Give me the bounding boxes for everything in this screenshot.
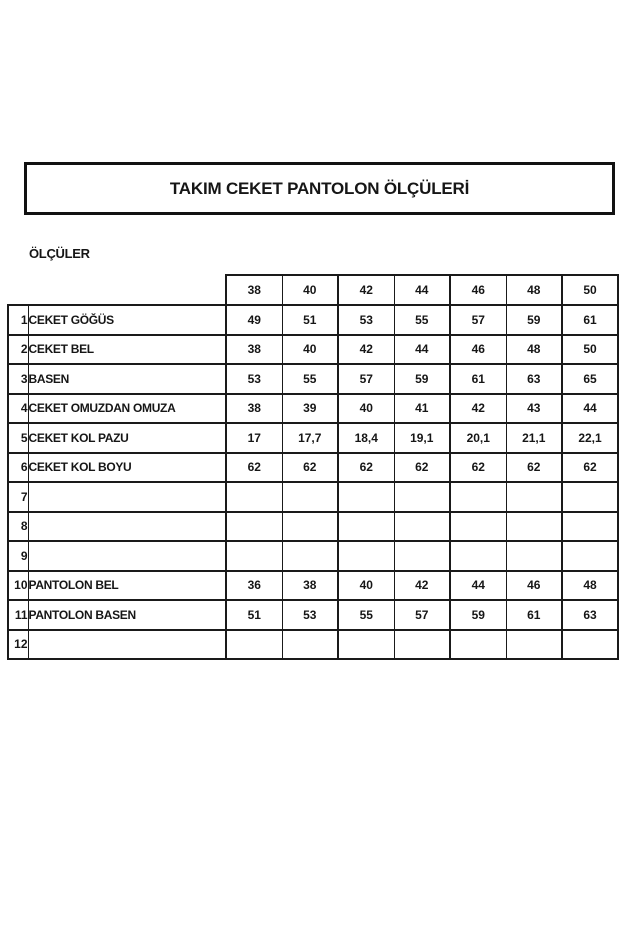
value-cell: 62 (506, 453, 562, 483)
value-cell: 62 (562, 453, 618, 483)
table-row (8, 453, 618, 483)
row-number-cell: 10 (8, 571, 28, 601)
value-cell: 55 (394, 305, 450, 335)
value-cell (506, 482, 562, 512)
value-cell: 61 (506, 600, 562, 630)
table-row (8, 541, 618, 571)
value-cell (338, 512, 394, 542)
row-number-cell: 4 (8, 394, 28, 424)
value-cell: 65 (562, 364, 618, 394)
value-cell: 62 (394, 453, 450, 483)
size-table-body (8, 305, 618, 659)
value-cell (394, 512, 450, 542)
value-cell (394, 482, 450, 512)
value-cell: 57 (450, 305, 506, 335)
value-cell: 59 (506, 305, 562, 335)
value-cell: 42 (338, 335, 394, 365)
row-number-cell: 1 (8, 305, 28, 335)
value-cell: 59 (450, 600, 506, 630)
value-cell: 42 (394, 571, 450, 601)
size-table (7, 274, 619, 660)
row-label-cell (28, 630, 226, 660)
row-label-cell: CEKET GÖĞÜS (28, 305, 226, 335)
value-cell (282, 512, 338, 542)
table-row (8, 630, 618, 660)
value-cell (226, 482, 282, 512)
row-label-cell (28, 482, 226, 512)
value-cell: 55 (282, 364, 338, 394)
value-cell (450, 541, 506, 571)
value-cell: 40 (338, 571, 394, 601)
table-row (8, 335, 618, 365)
value-cell: 49 (226, 305, 282, 335)
row-label-cell: CEKET OMUZDAN OMUZA (28, 394, 226, 424)
value-cell (562, 482, 618, 512)
value-cell: 38 (226, 394, 282, 424)
row-label-cell: PANTOLON BASEN (28, 600, 226, 630)
value-cell: 57 (338, 364, 394, 394)
row-number-cell: 8 (8, 512, 28, 542)
value-cell: 19,1 (394, 423, 450, 453)
value-cell: 59 (394, 364, 450, 394)
value-cell: 46 (450, 335, 506, 365)
value-cell: 55 (338, 600, 394, 630)
page-title: TAKIM CEKET PANTOLON ÖLÇÜLERİ (169, 178, 470, 198)
row-label-cell: PANTOLON BEL (28, 571, 226, 601)
value-cell: 48 (506, 335, 562, 365)
value-cell: 48 (562, 571, 618, 601)
value-cell: 36 (226, 571, 282, 601)
row-number-cell: 6 (8, 453, 28, 483)
value-cell (562, 541, 618, 571)
value-cell: 17 (226, 423, 282, 453)
value-cell: 38 (226, 335, 282, 365)
table-row (8, 394, 618, 424)
value-cell (282, 630, 338, 660)
value-cell: 22,1 (562, 423, 618, 453)
value-cell: 44 (394, 335, 450, 365)
row-number-cell: 5 (8, 423, 28, 453)
size-header-cell: 48 (506, 275, 562, 305)
value-cell: 21,1 (506, 423, 562, 453)
value-cell: 42 (450, 394, 506, 424)
value-cell (506, 512, 562, 542)
value-cell: 40 (282, 335, 338, 365)
value-cell: 57 (394, 600, 450, 630)
value-cell: 63 (506, 364, 562, 394)
value-cell: 62 (338, 453, 394, 483)
value-cell (338, 482, 394, 512)
size-table-head (8, 275, 618, 305)
value-cell: 43 (506, 394, 562, 424)
row-label-cell: CEKET KOL BOYU (28, 453, 226, 483)
row-number-cell: 12 (8, 630, 28, 660)
value-cell: 61 (450, 364, 506, 394)
row-number-cell: 2 (8, 335, 28, 365)
value-cell: 41 (394, 394, 450, 424)
value-cell: 63 (562, 600, 618, 630)
value-cell: 61 (562, 305, 618, 335)
row-number-cell: 3 (8, 364, 28, 394)
value-cell: 53 (338, 305, 394, 335)
table-row (8, 600, 618, 630)
value-cell: 53 (226, 364, 282, 394)
value-cell (282, 482, 338, 512)
value-cell (506, 541, 562, 571)
value-cell: 62 (450, 453, 506, 483)
value-cell (338, 630, 394, 660)
value-cell: 20,1 (450, 423, 506, 453)
value-cell (450, 630, 506, 660)
row-label-cell: CEKET BEL (28, 335, 226, 365)
value-cell: 50 (562, 335, 618, 365)
table-row (8, 571, 618, 601)
value-cell (226, 512, 282, 542)
value-cell (506, 630, 562, 660)
value-cell (394, 630, 450, 660)
size-header-cell: 50 (562, 275, 618, 305)
value-cell: 51 (282, 305, 338, 335)
value-cell: 62 (226, 453, 282, 483)
value-cell (450, 512, 506, 542)
value-cell: 62 (282, 453, 338, 483)
row-number-cell: 11 (8, 600, 28, 630)
table-row (8, 364, 618, 394)
table-row (8, 512, 618, 542)
title-box (24, 162, 615, 215)
size-header-cell: 38 (226, 275, 282, 305)
row-label-cell: CEKET KOL PAZU (28, 423, 226, 453)
size-header-cell: 44 (394, 275, 450, 305)
value-cell (282, 541, 338, 571)
row-number-cell: 7 (8, 482, 28, 512)
value-cell (226, 541, 282, 571)
section-label: ÖLÇÜLER (29, 246, 90, 261)
value-cell: 38 (282, 571, 338, 601)
row-number-cell: 9 (8, 541, 28, 571)
size-header-row (8, 275, 618, 305)
row-label-cell: BASEN (28, 364, 226, 394)
table-row (8, 423, 618, 453)
value-cell: 39 (282, 394, 338, 424)
value-cell (562, 512, 618, 542)
value-cell (394, 541, 450, 571)
value-cell (562, 630, 618, 660)
size-header-cell: 40 (282, 275, 338, 305)
table-row (8, 305, 618, 335)
value-cell (338, 541, 394, 571)
value-cell: 53 (282, 600, 338, 630)
header-corner-blank (8, 275, 226, 305)
value-cell (450, 482, 506, 512)
value-cell: 46 (506, 571, 562, 601)
size-header-cell: 42 (338, 275, 394, 305)
size-header-cell: 46 (450, 275, 506, 305)
value-cell: 40 (338, 394, 394, 424)
value-cell: 17,7 (282, 423, 338, 453)
value-cell: 44 (450, 571, 506, 601)
value-cell: 18,4 (338, 423, 394, 453)
row-label-cell (28, 512, 226, 542)
value-cell: 44 (562, 394, 618, 424)
value-cell: 51 (226, 600, 282, 630)
value-cell (226, 630, 282, 660)
table-row (8, 482, 618, 512)
row-label-cell (28, 541, 226, 571)
